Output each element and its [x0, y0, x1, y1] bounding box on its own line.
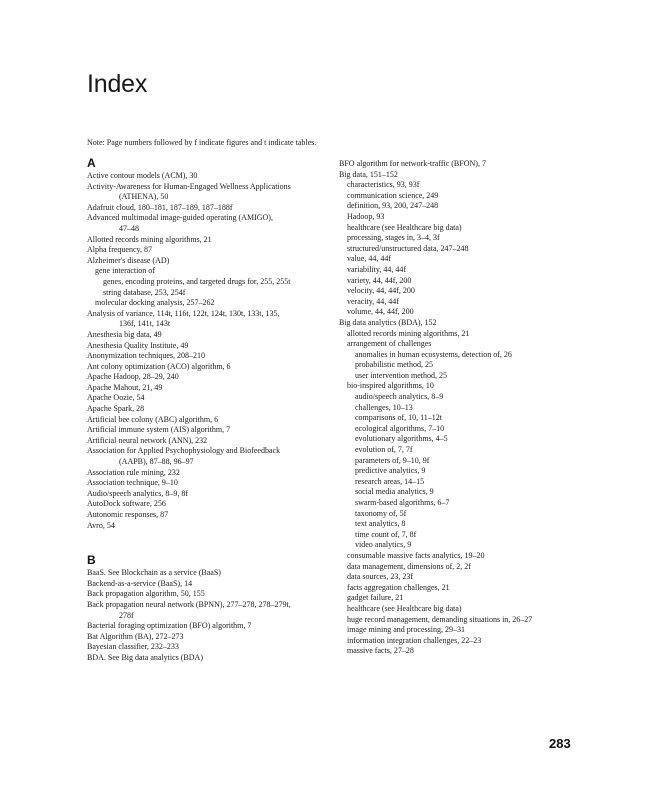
index-entry: evolution of, 7, 7f: [355, 445, 413, 455]
index-entry: predictive analytics, 9: [355, 466, 426, 476]
index-entry: gene interaction of: [95, 266, 155, 276]
index-entry: Alzheimer's disease (AD): [87, 255, 170, 265]
index-entry: Avro, 54: [87, 520, 115, 530]
index-entry: challenges, 10–13: [355, 402, 413, 412]
index-entry: image mining and processing, 29–31: [347, 625, 465, 635]
index-entry: research areas, 14–15: [355, 476, 425, 486]
index-entry: Artificial immune system (AIS) algorithm, 7: [87, 425, 231, 435]
index-entry: 136f, 141t, 143t: [119, 319, 171, 329]
index-entry: bio-inspired algorithms, 10: [347, 381, 434, 391]
index-entry: Bat Algorithm (BA), 272–273: [87, 631, 184, 641]
index-entry: structured/unstructured data, 247–248: [347, 243, 469, 253]
index-entry: Back propagation algorithm, 50, 155: [87, 589, 205, 599]
index-entry: Audio/speech analytics, 8–9, 8f: [87, 488, 189, 498]
index-entry: audio/speech analytics, 8–9: [355, 392, 444, 402]
index-entry: Advanced multimodal image-guided operating (AMIGO),: [87, 213, 273, 223]
index-entry: veracity, 44, 44f: [347, 296, 399, 306]
left-column: [87, 156, 337, 664]
index-entry: ecological algorithms, 7–10: [355, 423, 445, 433]
index-entry: velocity, 44, 44f, 200: [347, 286, 415, 296]
index-entry: Association technique, 9–10: [87, 478, 178, 488]
index-entry: swarm-based algorithms, 6–7: [355, 498, 450, 507]
index-entry: volume, 44, 44f, 200: [347, 307, 414, 317]
index-entry: Association for Applied Psychophysiology and Biofeedback: [87, 446, 281, 456]
entry-list-b: [87, 568, 337, 663]
index-entry: molecular docking analysis, 257–262: [95, 298, 215, 308]
index-entry: Big data, 151–152: [339, 169, 398, 179]
index-entry: information integration challenges, 22–23: [347, 635, 482, 645]
index-entry: anomalies in human ecosystems, detection of, 26: [355, 349, 512, 359]
page-number: 283: [549, 736, 571, 751]
entry-list-right: [339, 159, 589, 657]
index-entry: 47–48: [119, 223, 139, 233]
index-entry: Back propagation neural network (BPNN), 277–278, 278–279t,: [87, 599, 291, 609]
index-entry: Apache Spark, 28: [87, 404, 145, 414]
index-entry: gadget failure, 21: [347, 593, 404, 603]
index-entry: data management, dimensions of, 2, 2f: [347, 561, 471, 571]
index-entry: Adafruit cloud, 180–181, 187–189, 187–188f: [87, 202, 233, 212]
index-entry: BaaS. See Blockchain as a service (BaaS): [87, 568, 221, 578]
index-entry: taxonomy of, 5f: [355, 508, 407, 518]
index-entry: allotted records mining algorithms, 21: [347, 328, 470, 338]
index-entry: Bayesian classifier, 232–233: [87, 642, 179, 652]
index-entry: definition, 93, 200, 247–248: [347, 201, 439, 211]
index-entry: Autonomic responses, 87: [87, 510, 169, 519]
index-entry: healthcare (see Healthcare big data): [347, 603, 462, 613]
index-entry: string database, 253, 254f: [103, 287, 186, 297]
index-entry: processing, stages in, 3–4, 3f: [347, 233, 440, 243]
index-entry: value, 44, 44f: [347, 254, 391, 264]
index-entry: Apache Oozie, 54: [87, 393, 145, 403]
index-entry: Association rule mining, 232: [87, 467, 180, 477]
page-title: Index: [87, 70, 148, 98]
index-entry: Anonymization techniques, 208–210: [87, 351, 205, 361]
index-entry: healthcare (see Healthcare big data): [347, 222, 462, 232]
index-entry: time count of, 7, 8f: [355, 529, 417, 539]
index-entry: genes, encoding proteins, and targeted drugs for, 255, 255t: [103, 276, 291, 286]
index-entry: facts aggregation challenges, 21: [347, 582, 450, 592]
index-entry: comparisons of, 10, 11–12t: [355, 413, 443, 423]
index-entry: Anesthesia Quality Institute, 49: [87, 340, 189, 350]
index-entry: user intervention method, 25: [355, 370, 447, 380]
index-entry: video analytics, 9: [355, 540, 412, 550]
section-letter-b: B: [87, 553, 96, 568]
index-entry: variability, 44, 44f: [347, 264, 407, 274]
index-entry: Anesthesia big data, 49: [87, 329, 162, 339]
index-entry: Ant colony optimization (ACO) algorithm, 6: [87, 361, 231, 371]
index-entry: parameters of, 9–10, 9f: [355, 455, 430, 465]
index-entry: BFO algorithm for network-traffic (BFON), 7: [339, 159, 486, 168]
index-entry: huge record management, demanding situations in, 26–27: [347, 614, 533, 624]
index-entry: consumable massive facts analytics, 19–20: [347, 550, 485, 560]
index-entry: Allotted records mining algorithms, 21: [87, 234, 212, 244]
index-entry: characteristics, 93, 93f: [347, 180, 420, 190]
index-entry: Active contour models (ACM), 30: [87, 171, 198, 180]
index-entry: communication science, 249: [347, 190, 439, 200]
index-entry: Alpha frequency, 87: [87, 245, 153, 255]
index-entry: Artificial bee colony (ABC) algorithm, 6: [87, 414, 219, 424]
entry-list-a: [87, 171, 337, 531]
index-entry: Bacterial foraging optimization (BFO) algorithm, 7: [87, 621, 252, 631]
index-entry: variety, 44, 44f, 200: [347, 275, 412, 285]
index-entry: Artificial neural network (ANN), 232: [87, 435, 208, 445]
index-entry: AutoDock software, 256: [87, 499, 166, 509]
index-entry: Hadoop, 93: [347, 211, 385, 221]
index-entry: probabilistic method, 25: [355, 360, 433, 370]
index-entry: (AAPB), 87–88, 96–97: [119, 457, 194, 467]
index-entry: Backend-as-a-service (BaaS), 14: [87, 578, 193, 588]
index-entry: BDA. See Big data analytics (BDA): [87, 652, 203, 662]
index-entry: data sources, 23, 23f: [347, 572, 413, 582]
index-entry: Activity-Awareness for Human-Engaged Wellness Applications: [87, 181, 291, 191]
index-entry: massive facts, 27–28: [347, 646, 414, 656]
index-entry: evolutionary algorithms, 4–5: [355, 434, 448, 444]
index-entry: Apache Mahout, 21, 49: [87, 382, 163, 392]
index-entry: (ATHENA), 50: [119, 192, 169, 202]
section-letter-a: A: [87, 156, 96, 170]
index-entry: Apache Hadoop, 28–29, 240: [87, 372, 179, 382]
index-entry: Analysis of variance, 114t, 116t, 122t, 124t, 130t, 133t, 135,: [87, 308, 280, 318]
index-entry: 278f: [119, 610, 134, 620]
index-note: Note: Page numbers followed by f indicate figures and t indicate tables.: [87, 138, 317, 147]
index-entry: social media analytics, 9: [355, 487, 434, 497]
index-entry: text analytics, 8: [355, 519, 406, 529]
index-entry: arrangement of challenges: [347, 339, 432, 349]
right-column: [339, 159, 589, 657]
index-entry: Big data analytics (BDA), 152: [339, 317, 437, 327]
